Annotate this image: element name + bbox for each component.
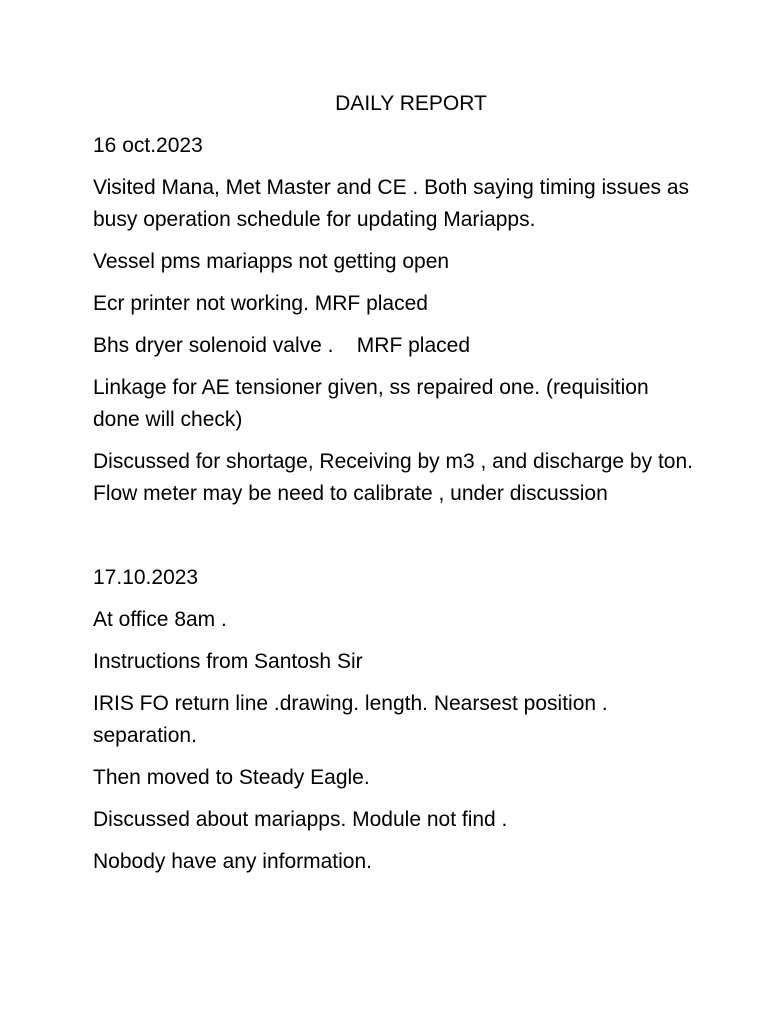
- section-spacer: [93, 520, 693, 562]
- date-heading-2: 17.10.2023: [93, 566, 199, 589]
- report-entry: Linkage for AE tensioner given, ss repaired one. (requisition done will check): [93, 376, 655, 431]
- report-entry: Nobody have any information.: [93, 850, 372, 873]
- report-entry: Discussed for shortage, Receiving by m3 , and discharge by ton. Flow meter may be need to calibrate , under discussion: [93, 450, 699, 505]
- report-entry: Discussed about mariapps. Module not find .: [93, 808, 508, 831]
- report-entry: Bhs dryer solenoid valve . MRF placed: [93, 334, 470, 357]
- report-entry: Vessel pms mariapps not getting open: [93, 250, 450, 273]
- report-entry: Ecr printer not working. MRF placed: [93, 292, 428, 315]
- report-title: DAILY REPORT: [335, 92, 487, 115]
- report-entry: Then moved to Steady Eagle.: [93, 766, 370, 789]
- document-body: [93, 88, 699, 888]
- report-entry: IRIS FO return line .drawing. length. Nearsest position . separation.: [93, 692, 614, 747]
- date-heading-1: 16 oct.2023: [93, 134, 203, 157]
- report-entry: Instructions from Santosh Sir: [93, 650, 363, 673]
- report-entry: At office 8am .: [93, 608, 227, 631]
- report-entry: Visited Mana, Met Master and CE . Both saying timing issues as busy operation schedule for updating Mariapps.: [93, 176, 695, 231]
